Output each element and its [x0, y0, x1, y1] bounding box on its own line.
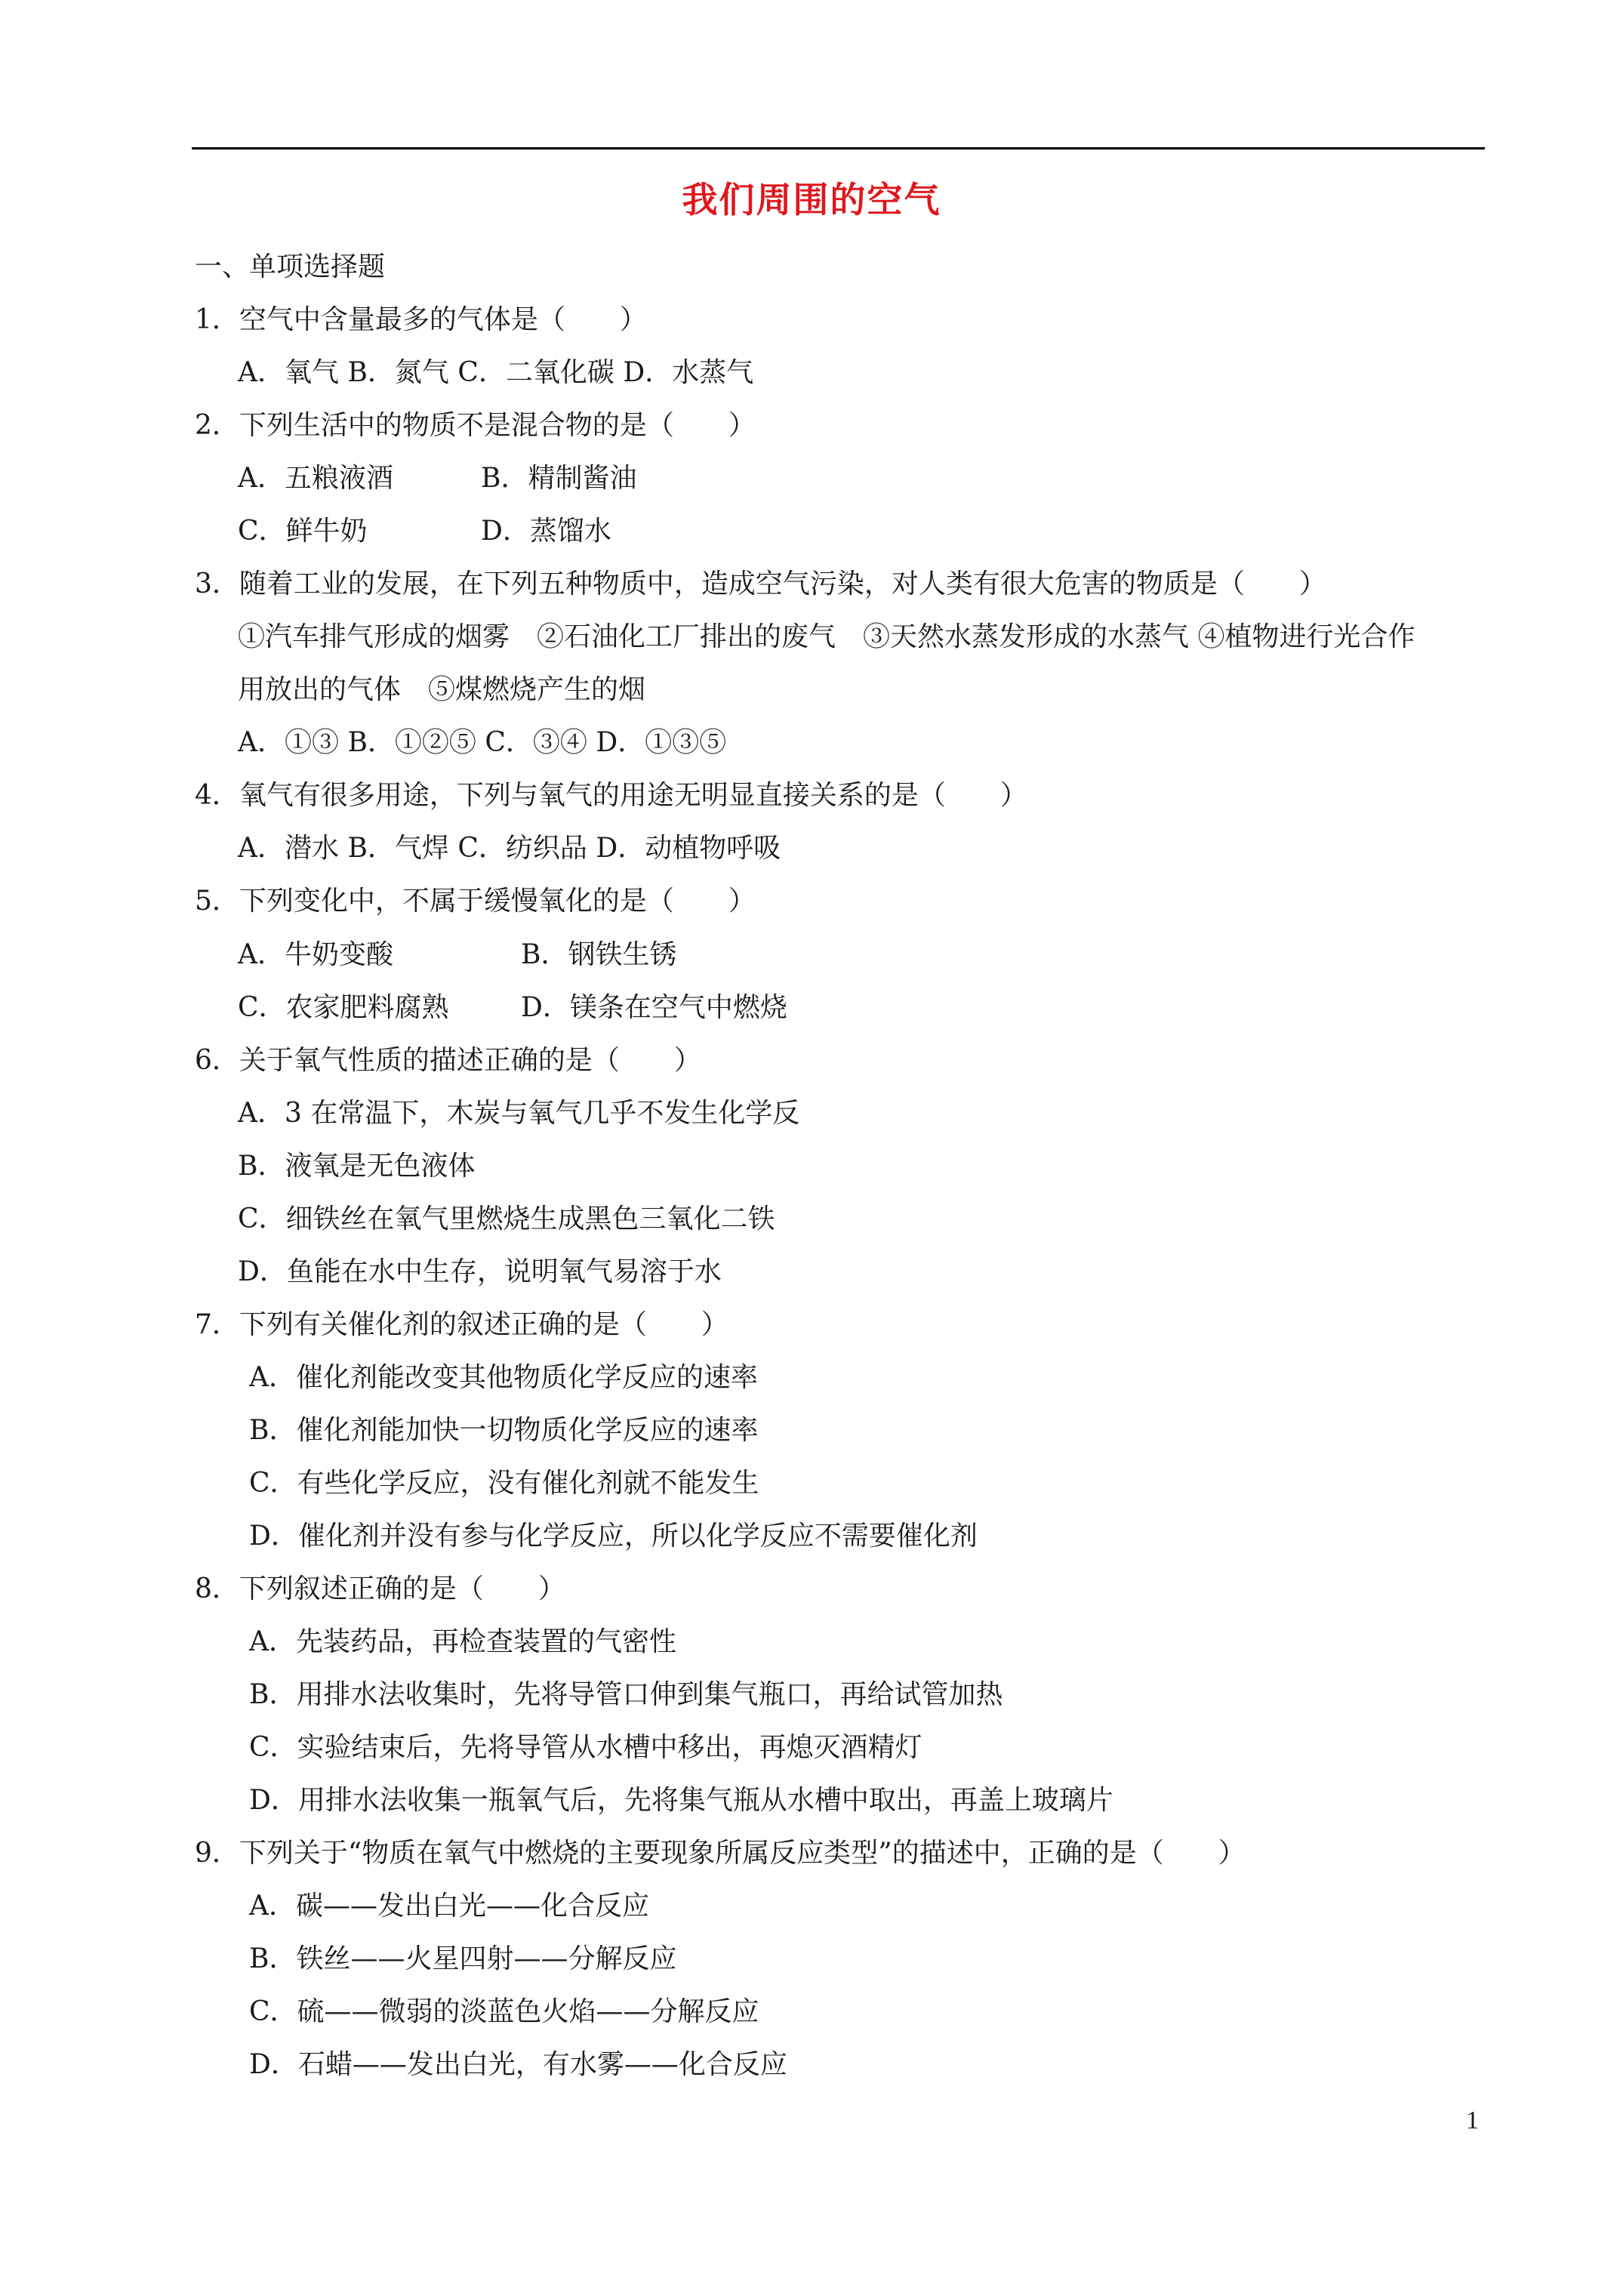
q7-stem: 7．下列有关催化剂的叙述正确的是（ ）: [195, 1309, 728, 1340]
section-heading: 一、单项选择题: [195, 251, 386, 282]
q8-option-b: B．用排水法收集时，先将导管口伸到集气瓶口，再给试管加热: [249, 1679, 1003, 1710]
q2-option-d: D．蒸馏水: [481, 516, 611, 547]
q9-option-c: C．硫——微弱的淡蓝色火焰——分解反应: [249, 1996, 759, 2027]
q1-options: A．氧气 B．氮气 C．二氧化碳 D．水蒸气: [238, 357, 754, 388]
q8-stem: 8．下列叙述正确的是（ ）: [195, 1573, 565, 1604]
q9-option-b: B．铁丝——火星四射——分解反应: [249, 1943, 677, 1974]
q5-option-b: B．钢铁生锈: [521, 939, 677, 970]
q4-stem: 4．氧气有很多用途，下列与氧气的用途无明显直接关系的是（ ）: [195, 780, 1027, 811]
q7-option-b: B．催化剂能加快一切物质化学反应的速率: [249, 1415, 759, 1446]
q8-option-a: A．先装药品，再检查装置的气密性: [249, 1626, 676, 1657]
q6-option-a: A．3 在常温下，木炭与氧气几乎不发生化学反: [238, 1098, 800, 1129]
q5-option-c: C．农家肥料腐熟: [238, 992, 449, 1023]
q3-options: A．①③ B．①②⑤ C．③④ D．①③⑤: [238, 727, 727, 758]
q7-option-d: D．催化剂并没有参与化学反应，所以化学反应不需要催化剂: [249, 1521, 978, 1552]
q9-option-d: D．石蜡——发出白光，有水雾——化合反应: [249, 2049, 787, 2080]
header-rule: [192, 147, 1485, 149]
q7-option-c: C．有些化学反应，没有催化剂就不能发生: [249, 1468, 759, 1499]
q2-option-b: B．精制酱油: [481, 463, 637, 494]
q6-stem: 6．关于氧气性质的描述正确的是（ ）: [195, 1045, 701, 1076]
q4-options: A．潜水 B．气焊 C．纺织品 D．动植物呼吸: [238, 833, 781, 864]
q3-stem: 3．随着工业的发展，在下列五种物质中，造成空气污染，对人类有很大危害的物质是（ ）: [195, 569, 1326, 599]
q6-option-c: C．细铁丝在氧气里燃烧生成黑色三氧化二铁: [238, 1203, 775, 1234]
q6-option-b: B．液氧是无色液体: [238, 1151, 476, 1182]
q2-option-a: A．五粮液酒: [238, 463, 393, 494]
q9-option-a: A．碳——发出白光——化合反应: [249, 1891, 649, 1922]
q8-option-d: D．用排水法收集一瓶氧气后，先将集气瓶从水槽中取出，再盖上玻璃片: [249, 1785, 1113, 1816]
q5-option-a: A．牛奶变酸: [238, 939, 393, 970]
q2-option-c: C．鲜牛奶: [238, 516, 368, 547]
q7-option-a: A．催化剂能改变其他物质化学反应的速率: [249, 1362, 758, 1393]
q3-items-line2: 用放出的气体 ⑤煤燃烧产生的烟: [238, 674, 646, 705]
q5-stem: 5．下列变化中，不属于缓慢氧化的是（ ）: [195, 886, 756, 917]
page-number: 1: [1466, 2106, 1479, 2134]
q3-items-line1: ①汽车排气形成的烟雾 ②石油化工厂排出的废气 ③天然水蒸发形成的水蒸气 ④植物进行光合作: [238, 621, 1415, 652]
q5-option-d: D．镁条在空气中燃烧: [521, 992, 787, 1023]
q9-stem: 9．下列关于“物质在氧气中燃烧的主要现象所属反应类型”的描述中，正确的是（ ）: [195, 1838, 1246, 1869]
q1-stem: 1．空气中含量最多的气体是（ ）: [195, 304, 647, 335]
q6-option-d: D．鱼能在水中生存，说明氧气易溶于水: [238, 1256, 722, 1287]
q2-stem: 2．下列生活中的物质不是混合物的是（ ）: [195, 410, 756, 441]
q8-option-c: C．实验结束后，先将导管从水槽中移出，再熄灭酒精灯: [249, 1732, 922, 1763]
page-title: 我们周围的空气: [682, 180, 941, 221]
